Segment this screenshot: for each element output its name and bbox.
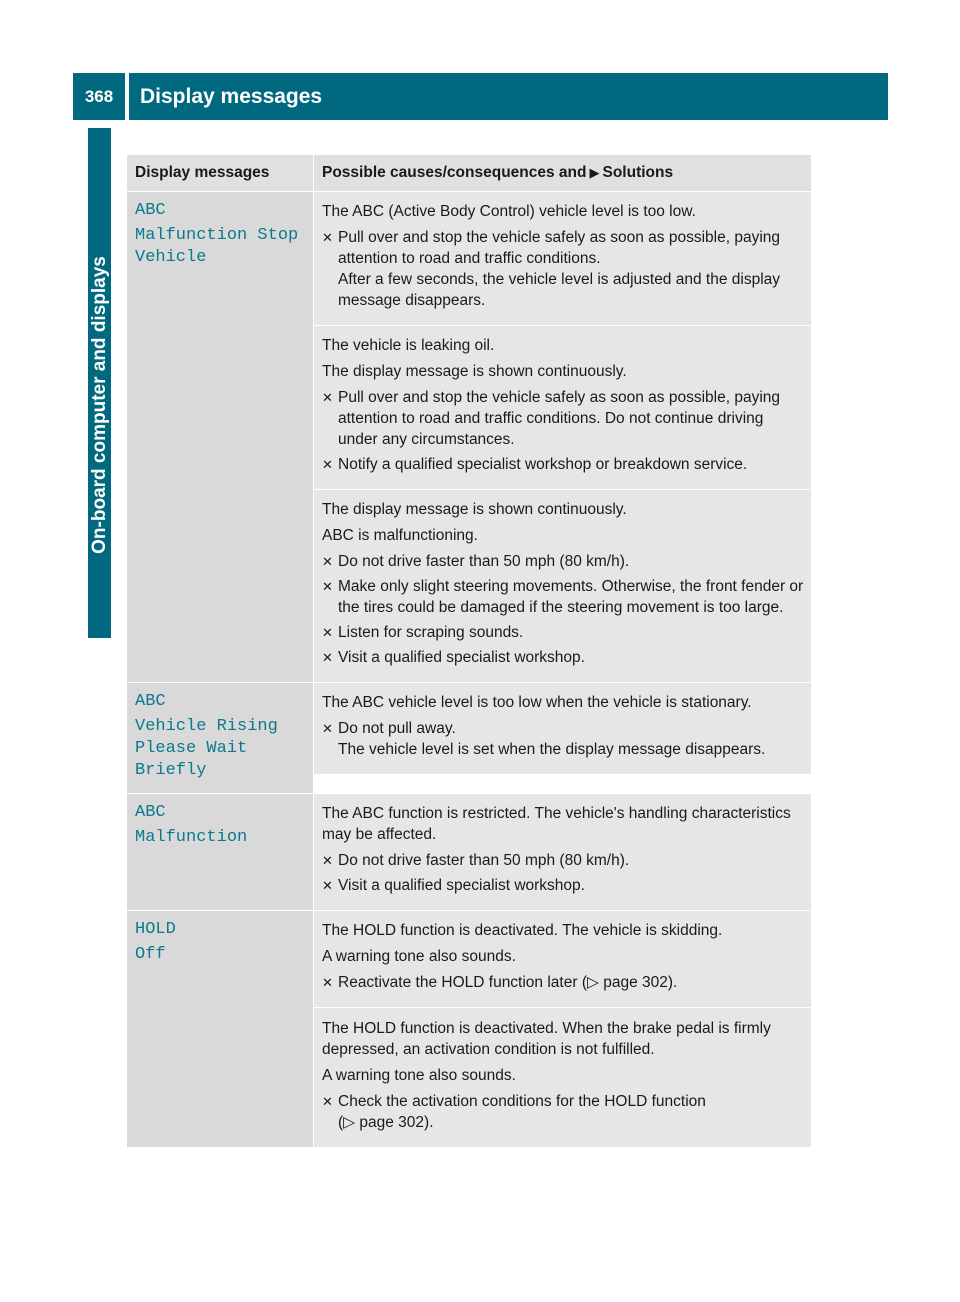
side-tab-label-wrap (88, 220, 111, 590)
cause-text: The display message is shown continuously. (322, 363, 627, 380)
solution-text: Notify a qualified specialist workshop or breakdown service. (338, 456, 748, 473)
messages-table (127, 155, 811, 1147)
message-cell (127, 192, 314, 682)
message-cell (127, 683, 314, 793)
solution-text: Make only slight steering movements. Otherwise, the front fender or the tires could be damaged if the steering movement is too large. (338, 578, 804, 616)
message-cell (127, 911, 314, 1147)
side-tab-label: On-board computer and displays (88, 256, 110, 554)
table-row-hold-off (127, 911, 811, 1147)
solution-text: Do not drive faster than 50 mph (80 km/h). (338, 852, 630, 869)
display-message-line: HOLD (135, 920, 176, 939)
solution-text: Do not drive faster than 50 mph (80 km/h). (338, 553, 630, 570)
page-number: 368 (73, 73, 125, 120)
cause-cell (314, 911, 811, 1008)
step-marker-icon: ✕ (322, 579, 333, 594)
solution-step (322, 622, 805, 643)
display-message-line: ABC (135, 803, 166, 822)
cause-text: ABC is malfunctioning. (322, 527, 478, 544)
cause-cell (314, 1008, 811, 1147)
cause-text: The ABC (Active Body Control) vehicle level is too low. (322, 203, 696, 220)
page-title-text: Display messages (140, 84, 323, 108)
cause-text: The display message is shown continuously. (322, 501, 627, 518)
solution-text: Listen for scraping sounds. (338, 624, 524, 641)
message-cell (127, 794, 314, 910)
cause-cell (314, 490, 811, 682)
cause-text: The HOLD function is deactivated. When the brake pedal is firmly depressed, an activation condition is not fulfilled. (322, 1020, 771, 1058)
cause-cell (314, 683, 811, 774)
table-row-abc-malfunction-stop-vehicle (127, 192, 811, 683)
solution-text: Pull over and stop the vehicle safely as soon as possible, paying attention to road and traffic conditions. Do not continue driving under any circumstances. (338, 389, 781, 448)
solution-step (322, 387, 805, 450)
display-message-line: Please Wait Briefly (135, 739, 248, 780)
solution-step (322, 718, 805, 760)
cause-cell (314, 192, 811, 326)
cause-text: The HOLD function is deactivated. The vehicle is skidding. (322, 922, 723, 939)
solution-step (322, 972, 805, 993)
cause-text: A warning tone also sounds. (322, 1067, 516, 1084)
solution-step (322, 875, 805, 896)
display-message-line: Malfunction Stop (135, 226, 299, 245)
page-title (129, 73, 888, 120)
display-message-line: ABC (135, 201, 166, 220)
step-marker-icon: ✕ (322, 650, 333, 665)
table-row-abc-vehicle-rising (127, 683, 811, 794)
solution-text: Reactivate the HOLD function later (▷ page 302). (338, 974, 678, 991)
display-message-line: Vehicle (135, 248, 207, 267)
solution-text: Do not pull away. The vehicle level is set when the display message disappears. (338, 720, 766, 758)
header-causes-text: Possible causes/consequences and (322, 164, 587, 181)
display-message-line: Vehicle Rising (135, 717, 278, 736)
solution-step (322, 647, 805, 668)
step-marker-icon: ✕ (322, 390, 333, 405)
cause-text: The ABC vehicle level is too low when the vehicle is stationary. (322, 694, 752, 711)
solution-step (322, 454, 805, 475)
display-message-line: Malfunction (135, 828, 248, 847)
cause-text: The vehicle is leaking oil. (322, 337, 495, 354)
step-marker-icon: ✕ (322, 625, 333, 640)
step-marker-icon: ✕ (322, 554, 333, 569)
table-header (127, 155, 811, 192)
solution-step (322, 576, 805, 618)
solution-step (322, 1091, 805, 1133)
arrow-right-icon: ▶ (589, 165, 600, 180)
solution-step (322, 850, 805, 871)
cause-text: A warning tone also sounds. (322, 948, 516, 965)
cause-text: The ABC function is restricted. The vehicle's handling characteristics may be affected. (322, 805, 791, 843)
step-marker-icon: ✕ (322, 457, 333, 472)
table-row-abc-malfunction (127, 794, 811, 911)
solution-text: Visit a qualified specialist workshop. (338, 877, 585, 894)
cause-cell (314, 326, 811, 490)
header-causes-solutions (314, 155, 811, 191)
solution-step (322, 227, 805, 311)
display-message-line: ABC (135, 692, 166, 711)
header-display-messages: Display messages (127, 155, 314, 191)
display-message-line: Off (135, 945, 166, 964)
header-solutions-text: Solutions (602, 164, 674, 181)
cause-cell (314, 794, 811, 910)
step-marker-icon: ✕ (322, 975, 333, 990)
solution-text: Visit a qualified specialist workshop. (338, 649, 585, 666)
solution-step (322, 551, 805, 572)
step-marker-icon: ✕ (322, 230, 333, 245)
solution-text: Pull over and stop the vehicle safely as soon as possible, paying attention to road and traffic conditions. After a few seconds, the vehicle level is adjusted and the display message disappears. (338, 229, 781, 309)
step-marker-icon: ✕ (322, 878, 333, 893)
step-marker-icon: ✕ (322, 853, 333, 868)
step-marker-icon: ✕ (322, 721, 333, 736)
step-marker-icon: ✕ (322, 1094, 333, 1109)
solution-text: Check the activation conditions for the HOLD function (▷ page 302). (338, 1093, 706, 1131)
